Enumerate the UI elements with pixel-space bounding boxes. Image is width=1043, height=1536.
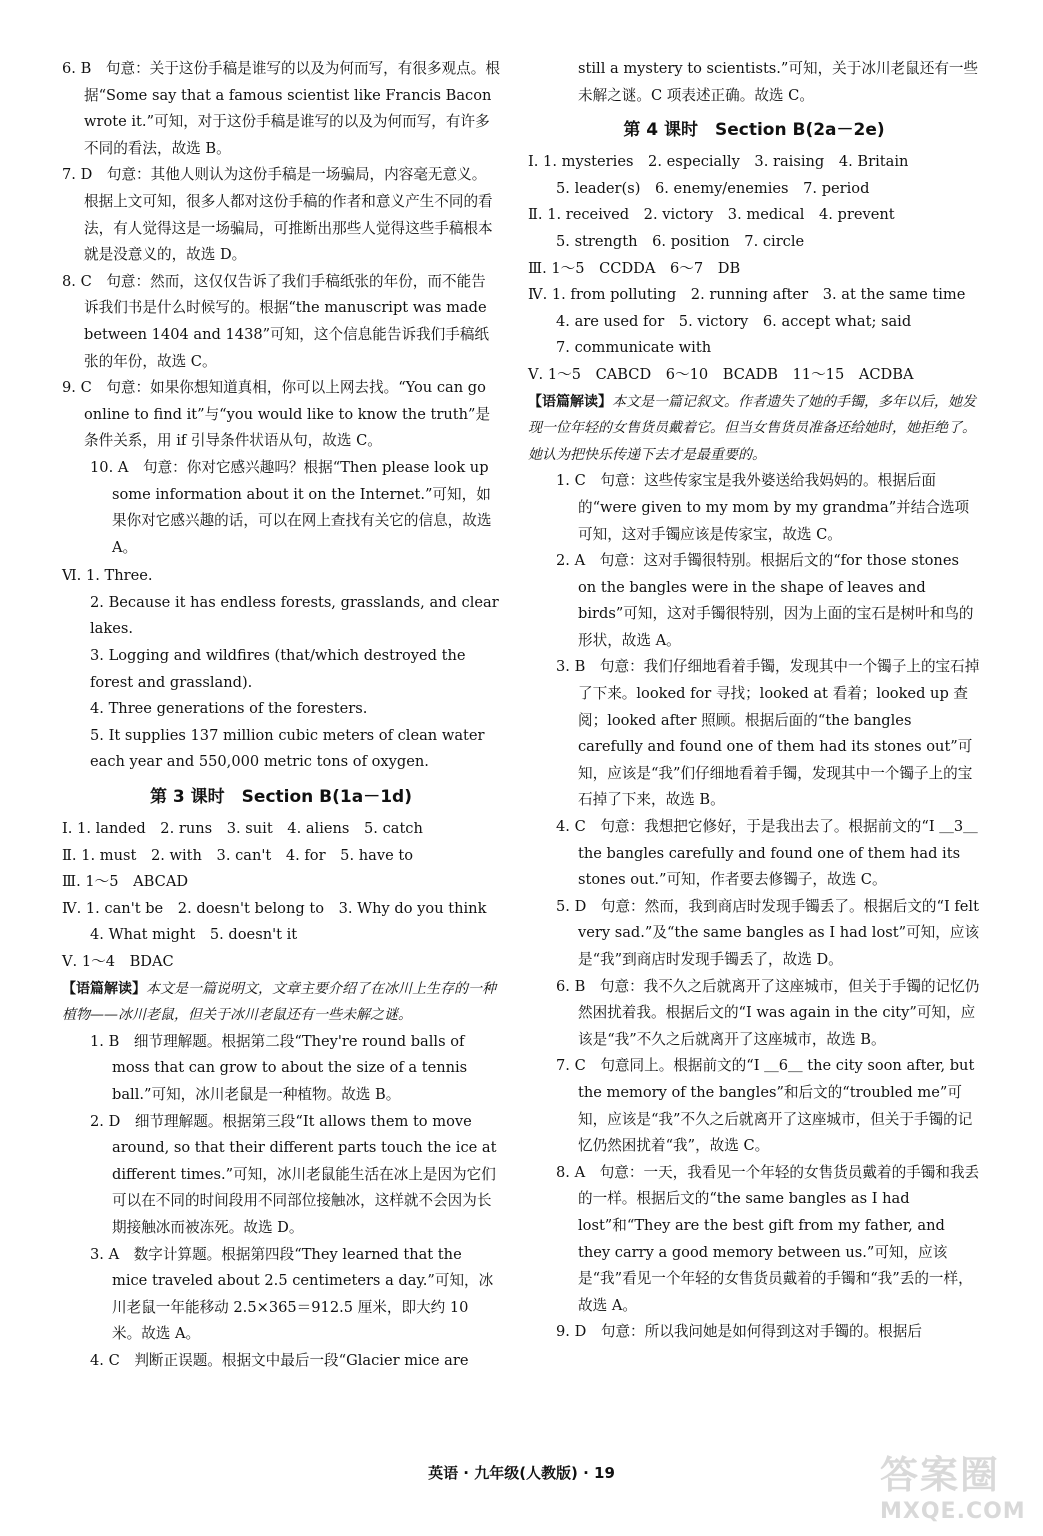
watermark-url: MXQE.COM bbox=[880, 1499, 1026, 1524]
exercise-answers: 7. communicate with bbox=[556, 339, 712, 357]
page-footer: 英语 · 九年级(人教版) · 19 bbox=[428, 1464, 615, 1482]
answer-item: 9. D 句意：所以我问她是如何得到这对手镯的。根据后 bbox=[556, 1323, 922, 1341]
exercise-answers: 5. strength 6. position 7. circle bbox=[556, 232, 805, 250]
reading-text: 本文是一篇记叙文。作者遗失了她的手镯，多年以后，她发现一位年轻的女售货员戴着它。但当女售货员准备还给她时，她拒绝了。她认为把快乐传递下去才是最重要的。 bbox=[528, 393, 976, 463]
exercise-answers: 4. What might 5. doesn't it bbox=[90, 926, 298, 944]
section-6 bbox=[62, 563, 500, 776]
exercise-answers: 1. can't be 2. doesn't belong to 3. Why do you think bbox=[85, 899, 487, 917]
reading-analysis bbox=[62, 976, 500, 1029]
answer-item: 6. B 句意：我不久之后就离开了这座城市，但关于手镯的记忆仍然困扰着我。根据后文的“I was again in the city”可知，应该是“我”不久之后就离开了这座城市，故选 B。 bbox=[556, 977, 980, 1048]
right-column bbox=[528, 56, 980, 1346]
answer-item: 3. B 句意：我们仔细地看着手镯，发现其中一个镯子上的宝石掉了下来。looked for 寻找；looked at 看着；looked up 查阅；looked after 照顾。根据后面的“the bangles carefully and found one of them had its stones out”可知，应该是“我”们仔细地看着手镯，发现其中一个镯子上的宝石掉了下来，故选 B。 bbox=[556, 658, 980, 809]
section-label: Ⅱ. bbox=[62, 846, 77, 864]
section-label: Ⅵ. bbox=[62, 567, 82, 585]
exercise-line bbox=[62, 843, 500, 870]
exercise-answers: 1～4 BDAC bbox=[81, 953, 174, 970]
exercise-line bbox=[62, 896, 500, 923]
exercise-answers: 1. landed 2. runs 3. suit 4. aliens 5. catch bbox=[77, 820, 423, 838]
answer-item: 2. A 句意：这对手镯很特别。根据后文的“for those stones on the bangles were in the shape of leaves and birds”可知，这对手镯很特别，因为上面的宝石是树叶和鸟的形状，故选 A。 bbox=[556, 552, 974, 649]
reading-text: 本文是一篇说明文，文章主要介绍了在冰川上生存的一种植物——冰川老鼠，但关于冰川老鼠还有一些未解之谜。 bbox=[62, 980, 496, 1024]
section-6-item: 3. Logging and wildfires (that/which destroyed the forest and grassland). bbox=[90, 647, 466, 691]
answer-item: 7. C 句意同上。根据前文的“I ＿6＿ the city soon after, but the memory of the bangles”和后文的“troubled me”可知，应该是“我”不久之后就离开了这座城市，但关于手镯的记忆仍然困扰着“我”，故选 C。 bbox=[556, 1057, 975, 1155]
exercise-answers: 1～5 CCDDA 6～7 DB bbox=[551, 259, 741, 277]
exercise-line bbox=[62, 869, 500, 896]
exercise-answers: 1～5 CABCD 6～10 BCADB 11～15 ACDBA bbox=[547, 365, 914, 383]
answer-item: 7. D 句意：其他人则认为这份手稿是一场骗局，内容毫无意义。根据上文可知，很多人都对这份手稿的作者和意义产生不同的看法，有人觉得这是一场骗局，可推断出那些人觉得这些手稿根本就是没意义的，故选 D。 bbox=[62, 166, 493, 264]
exercise-line bbox=[528, 256, 980, 283]
exercise-line bbox=[528, 202, 980, 229]
watermark-text: 答案圈 bbox=[880, 1453, 1001, 1497]
exercise-block bbox=[62, 816, 500, 976]
exercise-line bbox=[62, 816, 500, 843]
answer-continuation: still a mystery to scientists.”可知，关于冰川老鼠还有一些未解之谜。C 项表述正确。故选 C。 bbox=[578, 60, 979, 104]
exercise-answers: 4. are used for 5. victory 6. accept what; said bbox=[556, 312, 912, 330]
section-label: Ⅳ. bbox=[62, 899, 82, 917]
section-6-line bbox=[62, 563, 500, 590]
section-label: Ⅰ. bbox=[528, 153, 539, 171]
answer-item: 5. D 句意：然而，我到商店时发现手镯丢了。根据后文的“I felt very sad.”及“the same bangles as I had lost”可知，应该是“我”到商店时发现手镯丢了，故选 D。 bbox=[556, 897, 980, 968]
section-label: Ⅴ. bbox=[62, 953, 78, 970]
exercise-answers: 1. must 2. with 3. can't 4. for 5. have to bbox=[81, 846, 413, 864]
exercise-block bbox=[528, 149, 980, 388]
answer-item: 8. C 句意：然而，这仅仅告诉了我们手稿纸张的年份，而不能告诉我们书是什么时候写的。根据“the manuscript was made between 1404 and 1438”可知，这个信息能告诉我们手稿纸张的年份，故选 C。 bbox=[62, 272, 490, 370]
answer-item: 8. A 句意：一天，我看见一个年轻的女售货员戴着的手镯和我丢的一样。根据后文的“the same bangles as I had lost”和“They are the best gift from my father, and they carry a good memory between us.”可知，应该是“我”看见一个年轻的女售货员戴着的手镯和“我”丢的一样，故选 A。 bbox=[556, 1163, 980, 1314]
section-6-item: 4. Three generations of the foresters. bbox=[90, 700, 368, 718]
section-label: Ⅲ. bbox=[62, 873, 81, 891]
exercise-answers: 1. mysteries 2. especially 3. raising 4. Britain bbox=[543, 153, 909, 171]
section-label: Ⅴ. bbox=[528, 365, 544, 383]
exercise-answers: 1. received 2. victory 3. medical 4. prevent bbox=[547, 206, 895, 224]
section-label: Ⅰ. bbox=[62, 820, 73, 838]
lesson-heading: 第 3 课时 Section B(1a－1d) bbox=[150, 787, 412, 808]
exercise-line bbox=[62, 949, 500, 976]
answer-item: 6. B 句意：关于这份手稿是谁写的以及为何而写，有很多观点。根据“Some say that a famous scientist like Francis Bacon wrote it.”可知，对于这份手稿是谁写的以及为何而写，有许多不同的看法，故选 B。 bbox=[62, 60, 500, 157]
section-label: Ⅳ. bbox=[528, 286, 548, 304]
reading-tag: 【语篇解读】 bbox=[62, 980, 146, 997]
answer-item: 1. B 细节理解题。根据第二段“They're round balls of moss that can grow to about the size of a tennis ball.”可知，冰川老鼠是一种植物。故选 B。 bbox=[90, 1032, 468, 1103]
answer-item: 2. D 细节理解题。根据第三段“It allows them to move around, so that their different parts touch the ice at different times.”可知，冰川老鼠能生活在冰上是因为它们可以在不同的时间段用不同部位接触冰，这样就不会因为长期接触冰而被冻死。故选 D。 bbox=[90, 1112, 497, 1236]
answer-item: 1. C 句意：这些传家宝是我外婆送给我妈妈的。根据后面的“were given to my mom by my grandma”并结合选项可知，这对手镯应该是传家宝，故选 C。 bbox=[556, 472, 970, 543]
exercise-answers: 1. from polluting 2. running after 3. at the same time bbox=[551, 286, 966, 304]
reading-analysis bbox=[528, 389, 980, 469]
exercise-answers: 1～5 ABCAD bbox=[85, 873, 189, 891]
answer-item: 4. C 句意：我想把它修好，于是我出去了。根据前文的“I ＿3＿ the bangles carefully and found one of them had its stones out.”可知，作者要去修镯子，故选 C。 bbox=[556, 818, 978, 889]
section-6-item: 2. Because it has endless forests, grasslands, and clear lakes. bbox=[90, 593, 499, 638]
exercise-line bbox=[528, 362, 980, 389]
answer-item: 3. A 数字计算题。根据第四段“They learned that the mice traveled about 2.5 centimeters a day.”可知，冰川老鼠一年能移动 2.5×365＝912.5 厘米，即大约 10 米。故选 A。 bbox=[90, 1245, 494, 1343]
reading-tag: 【语篇解读】 bbox=[528, 393, 612, 410]
answer-item: 9. C 句意：如果你想知道真相，你可以上网去找。“You can go online to find it”与“you would like to know the truth”是条件关系，用 if 引导条件状语从句，故选 C。 bbox=[62, 379, 491, 450]
section-6-item: 1. Three. bbox=[85, 567, 153, 585]
section-label: Ⅱ. bbox=[528, 206, 543, 224]
section-label: Ⅲ. bbox=[528, 259, 547, 277]
lesson-heading: 第 4 课时 Section B(2a－2e) bbox=[623, 120, 885, 141]
section-6-item: 5. It supplies 137 million cubic meters of clean water each year and 550,000 metric tons of oxygen. bbox=[90, 726, 485, 771]
exercise-line bbox=[528, 149, 980, 176]
watermark-logo bbox=[880, 1444, 1030, 1528]
exercise-answers: 5. leader(s) 6. enemy/enemies 7. period bbox=[556, 179, 870, 197]
answer-item: 10. A 句意：你对它感兴趣吗？根据“Then please look up some information about it on the Internet.”可知，如果你对它感兴趣的话，可以在网上查找有关它的信息，故选 A。 bbox=[90, 458, 492, 556]
left-column bbox=[62, 56, 500, 1375]
exercise-line bbox=[528, 282, 980, 309]
answer-item: 4. C 判断正误题。根据文中最后一段“Glacier mice are bbox=[90, 1351, 469, 1369]
